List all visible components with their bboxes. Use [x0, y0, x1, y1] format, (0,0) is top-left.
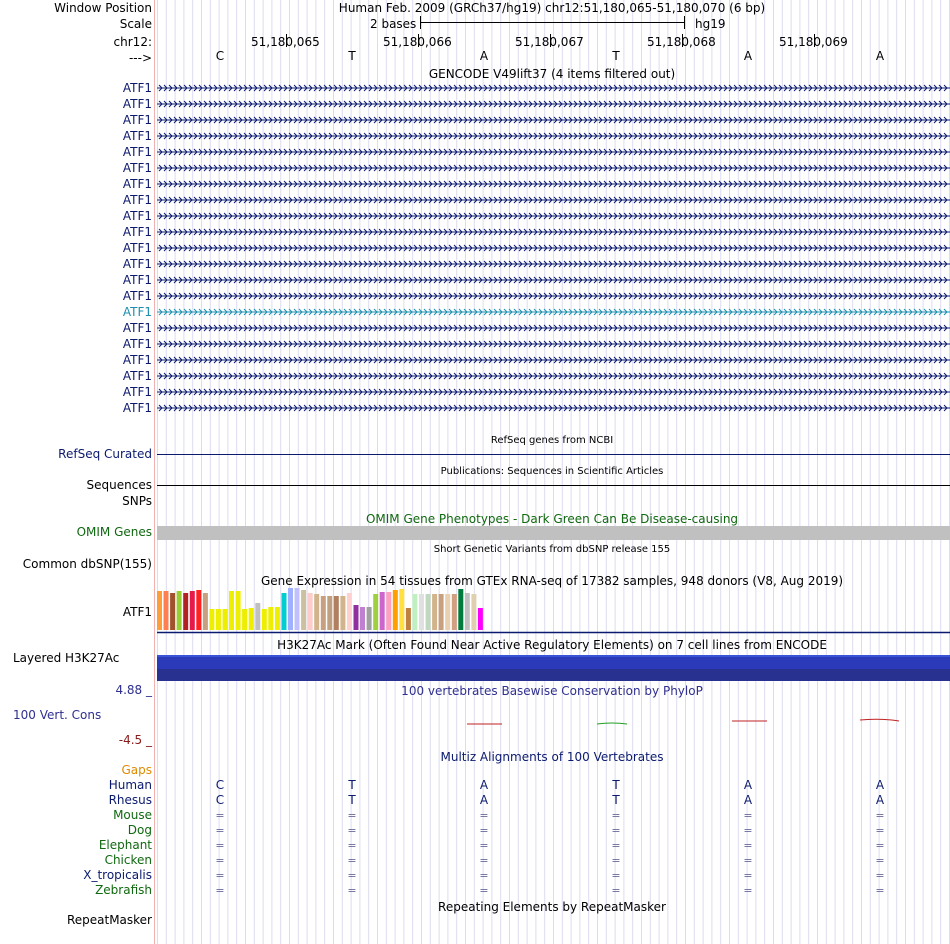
ruler-position-label: 51,180,067 [515, 35, 584, 49]
gencode-gene-label[interactable]: ATF1 [122, 193, 152, 207]
alignment-base: A [743, 778, 753, 792]
alignment-base: = [611, 869, 621, 882]
alignment-base: = [215, 869, 225, 882]
gtex-tissue-bar[interactable] [393, 590, 398, 630]
gtex-bar-chart[interactable] [157, 588, 950, 634]
alignment-base: = [479, 824, 489, 837]
gencode-transcript-row[interactable] [157, 291, 950, 301]
ruler-position-label: 51,180,066 [383, 35, 452, 49]
alignment-base: = [875, 884, 885, 897]
omim-genes-label[interactable]: OMIM Genes [76, 525, 152, 539]
gtex-tissue-bar[interactable] [255, 603, 260, 630]
gencode-transcript-row[interactable] [157, 371, 950, 381]
gtex-tissue-bar[interactable] [360, 607, 365, 630]
gtex-tissue-bar[interactable] [314, 594, 319, 630]
gtex-tissue-bar[interactable] [432, 594, 437, 630]
alignment-base: A [479, 793, 489, 807]
alignment-base: = [479, 869, 489, 882]
gtex-tissue-bar[interactable] [190, 591, 195, 630]
track-display-area[interactable] [157, 0, 950, 944]
alignment-base: C [215, 778, 225, 792]
gtex-svg [157, 588, 950, 634]
alignment-base: T [612, 778, 620, 792]
gtex-tissue-bar[interactable] [183, 593, 188, 630]
gtex-tissue-bar[interactable] [367, 607, 372, 630]
ruler-position-label: 51,180,068 [647, 35, 716, 49]
gtex-tissue-bar[interactable] [386, 592, 391, 630]
reference-base: T [348, 49, 356, 63]
scale-bases-text: 2 bases [370, 17, 417, 31]
gencode-gene-label[interactable]: ATF1 [122, 337, 152, 351]
phylop-svg [157, 700, 950, 744]
alignment-base: = [611, 884, 621, 897]
gtex-tissue-bar[interactable] [268, 607, 273, 630]
alignment-base: = [875, 824, 885, 837]
alignment-base: = [479, 839, 489, 852]
alignment-base: = [743, 809, 753, 822]
gencode-transcript-row[interactable] [157, 147, 950, 157]
gtex-tissue-bar[interactable] [196, 590, 201, 630]
gencode-transcript-row[interactable] [157, 307, 950, 317]
alignment-base: = [347, 824, 357, 837]
gtex-tissue-bar[interactable] [380, 592, 385, 630]
gaps-label: Gaps [121, 763, 152, 777]
alignment-base: = [743, 869, 753, 882]
alignment-base: = [479, 884, 489, 897]
h3k27ac-signal[interactable] [157, 655, 950, 681]
gencode-gene-label[interactable]: ATF1 [122, 401, 152, 415]
alignment-base: T [612, 793, 620, 807]
phylop-max-label: 4.88 _ [115, 683, 152, 697]
gencode-gene-label[interactable]: ATF1 [122, 321, 152, 335]
gtex-tissue-bar[interactable] [406, 608, 411, 630]
gtex-tissue-bar[interactable] [262, 609, 267, 630]
alignment-base: = [875, 839, 885, 852]
phylop-track-title: 100 vertebrates Basewise Conservation by PhyloP [401, 684, 703, 698]
alignment-base: = [347, 809, 357, 822]
gencode-transcript-row[interactable] [157, 403, 950, 413]
alignment-base: = [875, 869, 885, 882]
gencode-gene-label[interactable]: ATF1 [122, 81, 152, 95]
alignment-base: A [875, 793, 885, 807]
alignment-base: C [215, 793, 225, 807]
alignment-base: = [215, 839, 225, 852]
gencode-gene-label[interactable]: ATF1 [122, 113, 152, 127]
alignment-base: = [611, 839, 621, 852]
gtex-tissue-bar[interactable] [236, 591, 241, 630]
gencode-transcript-row[interactable] [157, 355, 950, 365]
gencode-transcript-row[interactable] [157, 115, 950, 125]
gtex-tissue-bar[interactable] [164, 591, 169, 630]
alignment-base: = [611, 854, 621, 867]
alignment-base: = [875, 809, 885, 822]
gtex-tissue-bar[interactable] [327, 596, 332, 630]
gencode-transcript-row[interactable] [157, 179, 950, 189]
gencode-gene-label[interactable]: ATF1 [122, 177, 152, 191]
scale-bar [420, 16, 685, 30]
alignment-base: = [611, 824, 621, 837]
alignment-base: = [611, 809, 621, 822]
alignment-base: = [743, 839, 753, 852]
gencode-transcript-row[interactable] [157, 211, 950, 221]
common-dbsnp-label[interactable]: Common dbSNP(155) [22, 557, 152, 571]
gtex-tissue-bar[interactable] [419, 594, 424, 630]
gencode-gene-label[interactable]: ATF1 [122, 273, 152, 287]
alignment-base: = [479, 854, 489, 867]
gencode-transcript-row[interactable] [157, 131, 950, 141]
gencode-gene-label[interactable]: ATF1 [122, 353, 152, 367]
alignment-base: A [743, 793, 753, 807]
strand-label: ---> [128, 51, 152, 65]
gtex-tissue-bar[interactable] [399, 589, 404, 630]
gtex-tissue-bar[interactable] [445, 594, 450, 630]
alignment-base: A [875, 778, 885, 792]
publications-line [157, 485, 950, 486]
gtex-tissue-bar[interactable] [347, 593, 352, 630]
gencode-gene-label[interactable]: ATF1 [122, 145, 152, 159]
gencode-gene-label[interactable]: ATF1 [122, 257, 152, 271]
scale-db-text: hg19 [695, 17, 726, 31]
gtex-tissue-bar[interactable] [295, 588, 300, 630]
gtex-tissue-bar[interactable] [170, 593, 175, 630]
gtex-tissue-bar[interactable] [275, 607, 280, 630]
gtex-tissue-bar[interactable] [439, 594, 444, 630]
alignment-base: = [347, 884, 357, 897]
alignment-base: A [479, 778, 489, 792]
window-position-label: Window Position [54, 1, 152, 15]
gtex-tissue-bar[interactable] [321, 596, 326, 630]
gtex-tissue-bar[interactable] [465, 593, 470, 630]
gencode-transcript-row[interactable] [157, 99, 950, 109]
phylop-track-label[interactable]: 100 Vert. Cons [13, 708, 102, 722]
alignment-base: = [347, 839, 357, 852]
gtex-track-title: Gene Expression in 54 tissues from GTEx RNA-seq of 17382 samples, 948 donors (V8, Aug 2019) [260, 574, 844, 588]
gtex-tissue-bar[interactable] [157, 591, 162, 630]
ruler-position-label: 51,180,069 [779, 35, 848, 49]
track-label-sidebar [0, 0, 154, 944]
assembly-position-text: Human Feb. 2009 (GRCh37/hg19) chr12:51,180,065-51,180,070 (6 bp) [338, 1, 766, 15]
gencode-transcript-row[interactable] [157, 275, 950, 285]
gtex-tissue-bar[interactable] [216, 609, 221, 630]
gencode-gene-label[interactable]: ATF1 [122, 305, 152, 319]
gencode-gene-label[interactable]: ATF1 [122, 209, 152, 223]
gencode-gene-label[interactable]: ATF1 [122, 225, 152, 239]
reference-base: C [215, 49, 225, 63]
reference-base: A [479, 49, 489, 63]
gtex-tissue-bar[interactable] [223, 609, 228, 630]
alignment-base: = [347, 869, 357, 882]
snps-label[interactable]: SNPs [122, 494, 152, 508]
species-label[interactable]: Dog [127, 823, 152, 837]
gtex-tissue-bar[interactable] [229, 591, 234, 630]
gtex-tissue-bar[interactable] [301, 590, 306, 630]
gtex-tissue-bar[interactable] [412, 594, 417, 630]
gencode-transcript-row[interactable] [157, 83, 950, 93]
gencode-transcript-row[interactable] [157, 163, 950, 173]
dbsnp-track-title: Short Genetic Variants from dbSNP release 155 [433, 544, 671, 555]
h3k27ac-band [157, 669, 950, 681]
gtex-tissue-bar[interactable] [177, 591, 182, 630]
ruler-position-label: 51,180,065 [251, 35, 320, 49]
gtex-tissue-bar[interactable] [458, 589, 463, 630]
species-label[interactable]: Chicken [104, 853, 152, 867]
gtex-tissue-bar[interactable] [209, 609, 214, 630]
alignment-base: = [875, 854, 885, 867]
gtex-tissue-bar[interactable] [354, 605, 359, 630]
gencode-transcript-row[interactable] [157, 259, 950, 269]
gtex-tissue-bar[interactable] [288, 588, 293, 630]
alignment-base: = [347, 854, 357, 867]
alignment-base: = [479, 809, 489, 822]
gencode-gene-label[interactable]: ATF1 [122, 129, 152, 143]
gencode-gene-label[interactable]: ATF1 [122, 289, 152, 303]
gencode-transcript-row[interactable] [157, 323, 950, 333]
alignment-base: = [215, 884, 225, 897]
publications-track-title: Publications: Sequences in Scientific Articles [440, 466, 664, 477]
scale-label: Scale [119, 17, 152, 31]
gtex-tissue-bar[interactable] [452, 594, 457, 630]
species-label[interactable]: Mouse [113, 808, 152, 822]
alignment-base: = [743, 824, 753, 837]
reference-base: T [612, 49, 620, 63]
alignment-base: = [215, 809, 225, 822]
species-label[interactable]: Rhesus [108, 793, 152, 807]
gencode-transcript-row[interactable] [157, 387, 950, 397]
gtex-gene-label[interactable]: ATF1 [122, 605, 152, 619]
gencode-transcript-row[interactable] [157, 195, 950, 205]
reference-base: A [875, 49, 885, 63]
h3k27ac-track-title: H3K27Ac Mark (Often Found Near Active Regulatory Elements) on 7 cell lines from ENCODE [277, 638, 827, 652]
refseq-curated-label[interactable]: RefSeq Curated [58, 447, 152, 461]
omim-gene-bar[interactable] [157, 526, 950, 540]
alignment-base: = [743, 854, 753, 867]
species-label[interactable]: X_tropicalis [83, 868, 152, 882]
gtex-tissue-bar[interactable] [426, 594, 431, 630]
gencode-track-title: GENCODE V49lift37 (4 items filtered out) [428, 67, 676, 81]
sidebar-divider [154, 0, 155, 944]
phylop-signal[interactable] [157, 700, 950, 744]
gencode-gene-label[interactable]: ATF1 [122, 97, 152, 111]
gtex-tissue-bar[interactable] [334, 596, 339, 630]
alignment-base: = [215, 824, 225, 837]
alignment-base: T [348, 793, 356, 807]
gtex-tissue-bar[interactable] [373, 594, 378, 630]
gtex-tissue-bar[interactable] [249, 608, 254, 630]
gencode-gene-label[interactable]: ATF1 [122, 369, 152, 383]
multiz-track-title: Multiz Alignments of 100 Vertebrates [440, 750, 664, 764]
refseq-line [157, 454, 950, 455]
phylop-min-label: -4.5 _ [118, 733, 152, 747]
repeatmasker-track-title: Repeating Elements by RepeatMasker [438, 900, 666, 914]
species-label[interactable]: Human [108, 778, 152, 792]
h3k27ac-band [157, 657, 950, 669]
reference-base: A [743, 49, 753, 63]
alignment-base: T [348, 778, 356, 792]
gtex-tissue-bar[interactable] [478, 608, 483, 630]
alignment-base: = [743, 884, 753, 897]
alignment-base: = [215, 854, 225, 867]
omim-track-title: OMIM Gene Phenotypes - Dark Green Can Be Disease-causing [365, 512, 739, 526]
gtex-tissue-bar[interactable] [282, 593, 287, 630]
gencode-gene-label[interactable]: ATF1 [122, 161, 152, 175]
species-label[interactable]: Elephant [98, 838, 152, 852]
species-label[interactable]: Zebrafish [95, 883, 152, 897]
chrom-label: chr12: [113, 35, 152, 49]
gtex-tissue-bar[interactable] [308, 593, 313, 630]
gencode-transcript-row[interactable] [157, 243, 950, 253]
gtex-tissue-bar[interactable] [471, 594, 476, 630]
layered-h3k27ac-label[interactable]: Layered H3K27Ac [13, 651, 120, 665]
gencode-transcript-row[interactable] [157, 339, 950, 349]
sequences-label[interactable]: Sequences [86, 478, 152, 492]
refseq-track-title: RefSeq genes from NCBI [490, 435, 614, 446]
gtex-tissue-bar[interactable] [242, 609, 247, 630]
gtex-tissue-bar[interactable] [203, 593, 208, 630]
gtex-tissue-bar[interactable] [340, 596, 345, 630]
gencode-gene-label[interactable]: ATF1 [122, 241, 152, 255]
gencode-gene-label[interactable]: ATF1 [122, 385, 152, 399]
gencode-transcript-row[interactable] [157, 227, 950, 237]
repeatmasker-label[interactable]: RepeatMasker [66, 913, 152, 927]
